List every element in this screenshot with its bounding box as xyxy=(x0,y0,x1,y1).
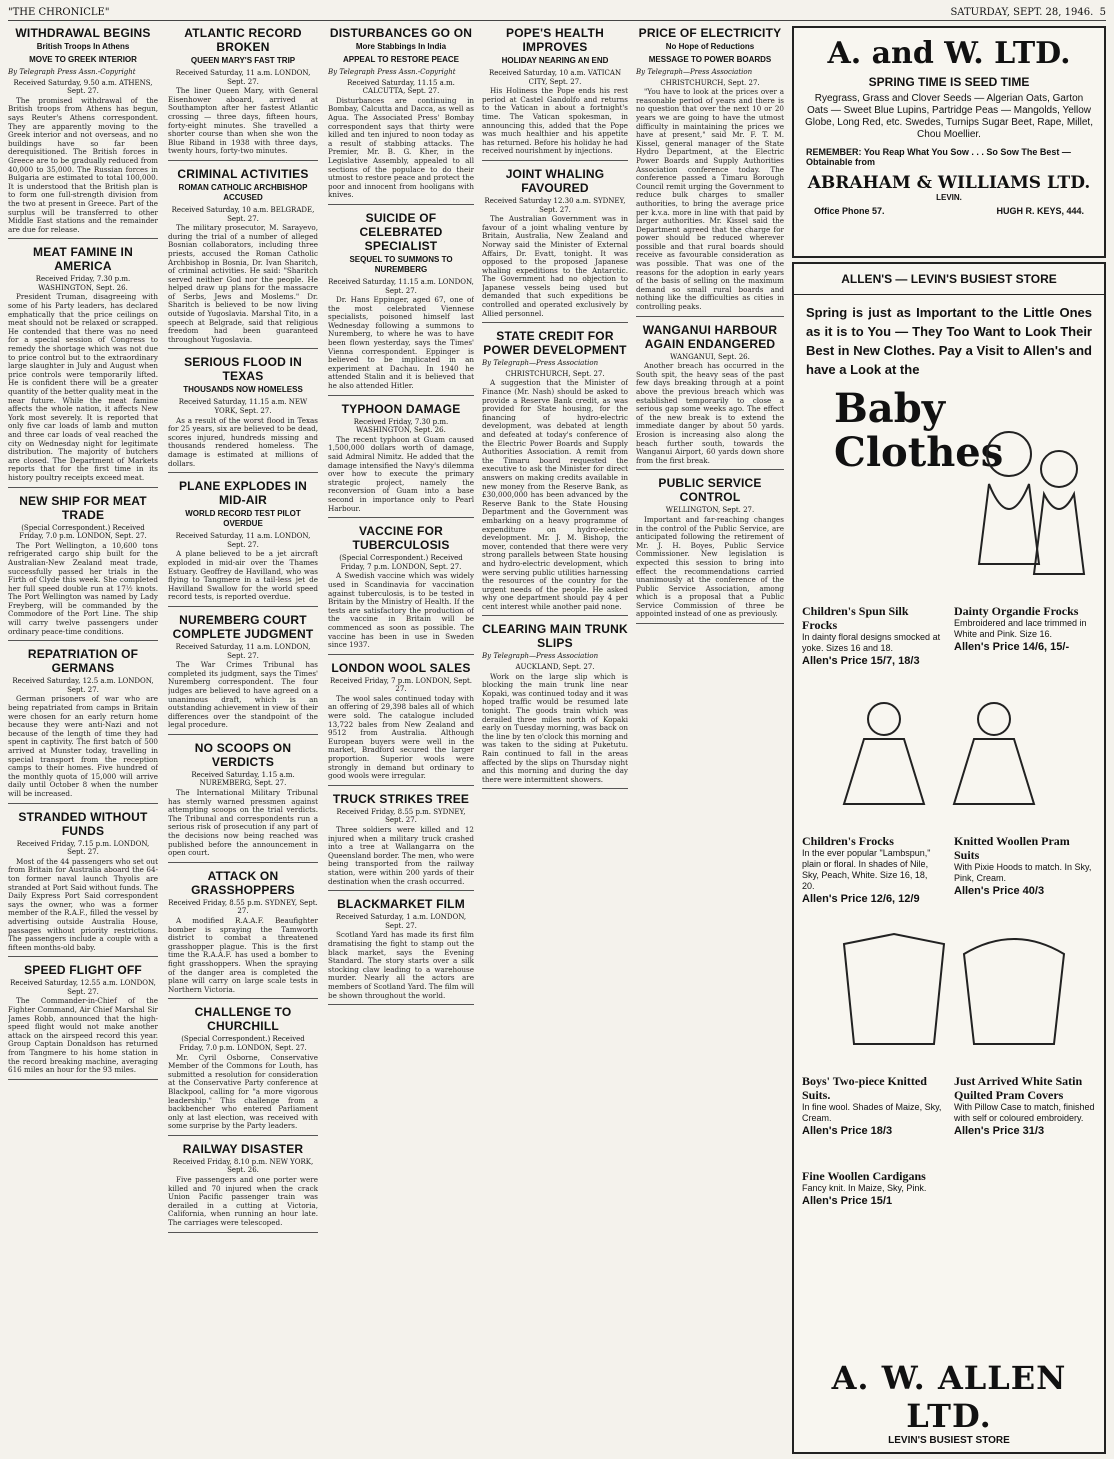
news-article xyxy=(328,211,474,396)
article-kicker: APPEAL TO RESTORE PEACE xyxy=(342,55,460,64)
article-dateline: Received Friday, 8.10 p.m. NEW YORK, Sept. 26. xyxy=(172,1157,314,1175)
masthead xyxy=(8,4,1106,21)
article-kicker: SEQUEL TO SUMMONS TO NUREMBERG xyxy=(349,254,453,274)
news-column-2 xyxy=(168,24,318,1455)
allen-item-boys-suits xyxy=(802,1074,942,1137)
news-article xyxy=(168,167,318,350)
news-article xyxy=(636,323,784,471)
article-dateline: CHRISTCHURCH, Sept. 27. xyxy=(660,78,760,87)
article-dateline: Received Friday, 7.30 p.m. WASHINGTON, Sept. 26. xyxy=(353,417,449,435)
article-body: The International Military Tribunal has sternly warned pressmen against attempting scoops on the trial verdicts. The Tribunal and correspondents run a serious risk of prosecution if any part of the decisions now being reached was published before the announcement in open court. xyxy=(168,788,318,858)
article-body: The Commander-in-Chief of the Fighter Command, Air Chief Marshal Sir James Robb, announced that the high-speed flight would not make another attack on the airspeed record this year. Group Captain Donaldson has returned from Tangmere to his home station in the record breaking machine, averaging 616 miles an hour for the 93 miles. xyxy=(8,996,158,1075)
article-headline: NUREMBERG COURT COMPLETE JUDGMENT xyxy=(172,612,314,641)
ad-contact xyxy=(814,206,1084,216)
article-body: Most of the 44 passengers who set out from Britain for Australia aboard the 64-ton former naval launch Thyolis are stranded at Port Said without funds. The Daily Express Port Said correspondent says the owner, who was a former member of the R.A.F., filled the vessel by advertising outside Australia House, passages without priority restrictions. The passengers include a couple with a fifteen months-old baby. xyxy=(8,856,158,952)
news-column-5 xyxy=(636,24,784,1455)
article-dateline: Received Saturday, 11.15 a.m. LONDON, Sept. 27. xyxy=(328,277,474,295)
article-body: His Holiness the Pope ends his rest period at Castel Gandolfo and returns to the Vatican in about a fortnight's time. The Vatican spokesman, in announcing this, added that the Pope was much healthier and his appetite has returned. Before his holiday he had received nourishment by injections. xyxy=(482,86,628,156)
knitwear-illustration-icon xyxy=(824,924,1074,1054)
ad-company: ABRAHAM & WILLIAMS LTD. xyxy=(807,173,1091,193)
news-article xyxy=(636,476,784,624)
article-body: The Port Wellington, a 10,600 tons refrigerated cargo ship built for the Australian-New Zealand meat trade, successfully passed her trials in the Firth of Clyde this week. She completed her full speed double run at 17½ knots. The Port Wellington was named by Lady Freyberg, will be commanded by the Commodore of the Port Line. The ship will carry twelve passengers under ordinary peace-time conditions. xyxy=(8,540,158,636)
news-article xyxy=(168,1005,318,1136)
allen-intro: Spring is just as Important to the Little Ones as it is to You — They Too Want to Look Their Best in New Clothes. Pay a Visit to Allen's and have a Look at the xyxy=(806,305,1092,377)
item-title: Boys' Two-piece Knitted Suits. xyxy=(802,1074,927,1102)
page-number: 5 xyxy=(1099,6,1106,18)
article-body: Dr. Hans Eppinger, aged 67, one of the most celebrated Viennese specialists, poisoned himself last Wednesday following a summons to Nuremberg, to where he was to have been flown yesterday, says the Times' Vienna correspondent. Eppinger is believed to be implicated in an experiment at Dachau. In 1940 he attended Stalin and it is believed that he also attended Hitler. xyxy=(328,295,474,391)
article-headline: TRUCK STRIKES TREE xyxy=(332,791,470,806)
ad-slogan: REMEMBER: You Reap What You Sow . . . So Sow The Best — Obtainable from xyxy=(806,147,1071,167)
article-body: The promised withdrawal of the British troops from Athens has begun, says Reuter's Athens correspondent. They are apparently moving to the Greek interior and not overseas, and no buildings have so far been derequisitioned. The British forces in Greece are to be gradually reduced from 40,000 to 35,000. The Russian forces in Bulgaria are estimated to total 100,000. It is understood that the British plan is to form one full-strength division from the two at present in Greece. Part of the surplus will be transferred to other Middle East stations and the remainder are due for release. xyxy=(8,95,158,234)
article-body: Important and far-reaching changes in the control of the Public Service, are anticipated following the retirement of Mr. J. H. Boyes, Public Service Commissioner. New legislation is expected this session to bring into effect the recommendations carried unanimously at the conference of the Public Service Association, among which is a proposal that a Public Service Commission of three be appointed instead of one as previously. xyxy=(636,514,784,619)
article-byline: By Telegraph—Press Association xyxy=(636,68,753,76)
article-dateline: Received Saturday, 12.5 a.m. LONDON, Sept. 27. xyxy=(12,677,154,694)
item-price: Allen's Price 15/7, 18/3 xyxy=(802,655,920,667)
allens-store-ad xyxy=(792,262,1106,1454)
allen-header: ALLEN'S — LEVIN'S BUSIEST STORE xyxy=(794,264,1104,295)
article-body: A plane believed to be a jet aircraft exploded in mid-air over the Thames Estuary. Geoffrey de Havilland, who was flying to Tangmere in a tail-less jet de Havilland Swallow for the world speed record tests, is reported overdue. xyxy=(168,549,318,602)
item-price: Allen's Price 40/3 xyxy=(954,885,1045,897)
item-desc: Embroidered and lace trimmed in White and Pink. Size 16. xyxy=(954,618,1087,639)
news-article xyxy=(482,167,628,323)
manager-phone: HUGH R. KEYS, 444. xyxy=(996,206,1084,216)
article-headline: STATE CREDIT FOR POWER DEVELOPMENT xyxy=(483,329,627,358)
news-article xyxy=(482,622,628,789)
article-headline: DISTURBANCES GO ON xyxy=(329,26,473,40)
news-article xyxy=(482,329,628,616)
article-dateline: Received Saturday, 11 a.m. LONDON, Sept. 27. xyxy=(175,532,311,549)
article-body: A Swedish vaccine which was widely used in Scandinavia for vaccination against tuberculosis, is to be tested in Britain by the Ministry of Health. If the tests are satisfactory the production of the vaccine in Britain will be commenced as soon as possible. The vaccine has been in use in Sweden since 1937. xyxy=(328,571,474,650)
allen-item-cardigans xyxy=(802,1169,942,1207)
article-dateline: Received Saturday, 11.15 a.m. CALCUTTA, Sept. 27. xyxy=(347,78,455,96)
news-article xyxy=(168,741,318,863)
article-headline: CHALLENGE TO CHURCHILL xyxy=(194,1005,292,1034)
article-kicker: WORLD RECORD TEST PILOT OVERDUE xyxy=(185,509,301,529)
article-dateline: (Special Correspondent.) Received Friday, 7.0 p.m. LONDON, Sept. 27. xyxy=(179,1035,307,1052)
article-headline: NO SCOOPS ON VERDICTS xyxy=(194,740,292,769)
allen-item-organdie xyxy=(954,604,1096,653)
item-price: Allen's Price 14/6, 15/- xyxy=(954,641,1070,653)
article-body: Mr. Cyril Osborne, Conservative Member of the Commons for Louth, has submitted a resolution for consideration at the Conservative Party conference at Blackpool, calling for "a more vigorous leadership." This challenge from a backbencher who entered Parliament only at last election, was received with some surprise by the Party leaders. xyxy=(168,1052,318,1131)
article-body: Disturbances are continuing in Bombay, Calcutta and Dacca, as well as Agua. The Associated Press' Bombay correspondent says that thirty were killed and ten injured to noon today as a result of stabbing attacks. The Premier, Mr. B. G. Kher, in the Legislative Assembly, appealed to all sections of the populace to do their utmost to restore peace and protect the poor and innocent from hooligans with knives. xyxy=(328,95,474,200)
abraham-williams-ad xyxy=(792,26,1106,258)
item-price: Allen's Price 31/3 xyxy=(954,1125,1045,1137)
item-desc: In dainty floral designs smocked at yoke. Sizes 16 and 18. xyxy=(802,632,941,653)
article-kicker: QUEEN MARY'S FAST TRIP xyxy=(190,56,296,65)
article-headline: MEAT FAMINE IN AMERICA xyxy=(33,245,133,274)
article-dateline: Received Saturday, 1 a.m. LONDON, Sept. 27. xyxy=(335,913,467,930)
paper-name: "THE CHRONICLE" xyxy=(8,6,110,18)
article-headline: SUICIDE OF CELEBRATED SPECIALIST xyxy=(359,210,443,253)
news-article xyxy=(168,613,318,735)
article-body: Work on the large slip which is blocking the main trunk line near Kopaki, was continued today and it was hoped traffic would be resumed late tonight. The goods train which was derailed three miles north of Kopaki early on Tuesday morning, was back on the line by ten o'clock this morning and was taken to the siding at Puketutu. Rain continued to fall in the areas affected by the slips on Thursday night and this morning and during the day there were intermittent showers. xyxy=(482,671,628,784)
allen-item-frocks xyxy=(802,834,942,905)
article-headline: REPATRIATION OF GERMANS xyxy=(27,647,139,676)
article-headline: WITHDRAWAL BEGINS xyxy=(15,26,151,40)
news-column-4 xyxy=(482,24,628,1455)
article-kicker: THOUSANDS NOW HOMELESS xyxy=(183,385,303,395)
article-dateline: Received Saturday, 11 a.m. LONDON, Sept. 27. xyxy=(175,642,311,660)
ad-goods-list: Ryegrass, Grass and Clover Seeds — Algerian Oats, Garton Oats — Sweet Blue Lupins, Partridge Peas — Mangolds, Yellow Globe, Long Red, etc. Swedes, Turnips Sugar Beet, Rape, Millet, Chou Moellier. xyxy=(805,93,1093,140)
article-body: The liner Queen Mary, with General Eisenhower aboard, arrived at Southampton after her fastest Atlantic crossing — three days, fifteen hours, forty-eight minutes. She travelled a shorter course than when she won the Blue Riband in 1938 with three days, twenty hours, forty-two minutes. xyxy=(168,86,318,156)
news-article xyxy=(8,810,158,958)
article-kicker: ROMAN CATHOLIC ARCHBISHOP ACCUSED xyxy=(178,182,308,202)
ad-headline: SPRING TIME IS SEED TIME xyxy=(868,75,1030,89)
news-article xyxy=(328,897,474,1005)
article-kicker: HOLIDAY NEARING AN END xyxy=(501,56,609,65)
item-title: Just Arrived White Satin Quilted Pram Covers xyxy=(954,1074,1083,1102)
item-title: Fine Woollen Cardigans xyxy=(802,1169,926,1183)
article-headline: SERIOUS FLOOD IN TEXAS xyxy=(184,355,302,384)
article-dateline: Received Saturday, 9.50 a.m. ATHENS, Sept. 27. xyxy=(13,78,153,96)
ad-brand: A. and W. LTD. xyxy=(827,36,1071,71)
item-desc: With Pixie Hoods to match. In Sky, Pink, Cream. xyxy=(954,862,1092,883)
article-dateline: Received Friday, 7 p.m. LONDON, Sept. 27. xyxy=(329,676,472,694)
article-headline: RAILWAY DISASTER xyxy=(182,1141,304,1156)
article-headline: ATTACK ON GRASSHOPPERS xyxy=(191,868,295,897)
news-article xyxy=(168,479,318,607)
article-dateline: (Special Correspondent.) Received Friday, 7 p.m. LONDON, Sept. 27. xyxy=(339,554,463,571)
article-subheadline: More Stabbings In India xyxy=(355,42,447,51)
article-subheadline: No Hope of Reductions xyxy=(665,42,755,51)
article-body: Another breach has occurred in the South spit, the heavy seas of the past few days breaking through at a point above the previous breach which was established temporarily to close a serious gap some weeks ago. The effect of the new break is to extend the immediate danger by about 50 yards. Erosion is increasing also along the beach further south, towards the Wanganui Airport, 60 yards down shore from the first break. xyxy=(636,361,784,465)
news-article xyxy=(168,869,318,1000)
article-byline: By Telegraph Press Assn.-Copyright xyxy=(328,68,456,76)
article-headline: STRANDED WITHOUT FUNDS xyxy=(18,809,148,838)
article-headline: WANGANUI HARBOUR AGAIN ENDANGERED xyxy=(642,322,778,351)
article-headline: PRICE OF ELECTRICITY xyxy=(638,26,782,40)
allen-footer-tagline: LEVIN'S BUSIEST STORE xyxy=(888,1435,1010,1446)
item-desc: In the ever popular "Lambspun," plain or floral. In shades of Nile, Sky, Peach, White. Size 16, 18, 20. xyxy=(802,848,931,891)
item-desc: In fine wool. Shades of Maize, Sky, Cream. xyxy=(802,1102,942,1123)
article-dateline: Received Friday, 8.55 p.m. SYDNEY, Sept. 27. xyxy=(336,807,466,825)
item-price: Allen's Price 15/1 xyxy=(802,1195,893,1207)
news-article xyxy=(8,963,158,1080)
news-article xyxy=(636,26,784,317)
issue-date xyxy=(950,7,1106,18)
article-headline: PLANE EXPLODES IN MID-AIR xyxy=(178,479,308,508)
news-article xyxy=(482,26,628,161)
article-body: Three soldiers were killed and 12 injured when a military truck crashed into a tree at Wallangarra on the Queensland border. The men, who were being transported from the railway station, were within 200 yards of their destination when the crash occurred. xyxy=(328,825,474,886)
article-headline: SPEED FLIGHT OFF xyxy=(24,963,142,978)
article-body: Five passengers and one porter were killed and 70 injured when the crack Union Pacific passenger train was derailed in a cutting at Victoria, California, when running an hour late. The carriages were telescoped. xyxy=(168,1175,318,1228)
article-body: President Truman, disagreeing with some of his Party leaders, has declared emphatically that the price ceilings on meat should not be relaxed or scrapped. He contended that there was no need for a special session of Congress to remedy the shortage which was not due to price control but to the extraordinary large slaughter in July and August when price controls were temporarily lifted. He is confident there will be a greater quantity of the better quality meat in the near future. While the meat famine affects the whole nation, it affects New York most severely. It is reported that only five car loads of lamb and mutton and three car loads of veal reached the city on Wednesday night for legitimate distribution. The majority of butchers are closed. The Department of Markets reports that for the first time in its history poultry receipts exceed meat. xyxy=(8,292,158,482)
article-body: The Australian Government was in favour of a joint whaling venture by Britain, Australia, New Zealand and Norway said the Minister of External Affairs, Dr. Evatt, tonight. It was opposed to the proposed Japanese whaling expeditions to the Antarctic. The Government had no objection to Japanese vessels being used but demanded that such expeditions be controlled and operated exclusively by Allied personnel. xyxy=(482,214,628,318)
article-dateline: Received Saturday, 11 a.m. LONDON, Sept. 27. xyxy=(175,69,311,86)
article-body: "You have to look at the prices over a reasonable period of years and there is no question that over the next 10 or 20 years we are going to have the utmost difficulty in maintaining the prices we have at present," said Mr. F. T. M. Kissel, general manager of the State Hydro Department, at the Electric Power Boards and Supply Authorities Association conference today. The conference passed a Timaru Borough Council remit urging the Government to reduce bulk charges to smaller authorities, to bring the average price per k.v.a. more in line with that paid by larger authorities. Mr. Kissel said the Department agreed that the charge for power should be reduced wherever possible and that rural boards should receive as favourable consideration as was possible. That was one of the reasons for the adoption in early years of the basis of selling on the maximum demand so small rural boards and nothing like the difficulties as cities in controlling peaks. xyxy=(636,87,784,312)
news-article xyxy=(328,402,474,519)
article-dateline: AUCKLAND, Sept. 27. xyxy=(515,663,595,672)
allen-item-pram-suits xyxy=(954,834,1096,897)
article-dateline: Received Saturday, 12.55 a.m. LONDON, Sept. 27. xyxy=(10,979,156,996)
item-title: Knitted Woollen Pram Suits xyxy=(954,834,1070,862)
news-article xyxy=(328,524,474,655)
article-body: A modified R.A.A.F. Beaufighter bomber is spraying the Tamworth district to combat a threatened grasshopper plague. This is the first time the R.A.A.F. has used a bomber to fight grasshoppers. When the spraying of the danger area is completed the plane will carry on large scale tests in Northern Victoria. xyxy=(168,916,318,994)
article-headline: PUBLIC SERVICE CONTROL xyxy=(658,476,762,505)
article-headline: CLEARING MAIN TRUNK SLIPS xyxy=(482,622,628,651)
article-body: As a result of the worst flood in Texas for 25 years, six are believed to be dead, scores injured, hundreds missing and thousands rendered homeless. The damage is estimated at millions of dollars. xyxy=(168,415,318,468)
article-dateline: Received Friday, 8.55 p.m. SYDNEY, Sept. 27. xyxy=(168,898,318,916)
allen-footer-name: A. W. ALLEN LTD. xyxy=(831,1359,1067,1435)
ad-town: LEVIN. xyxy=(936,193,962,202)
article-body: The wool sales continued today with an offering of 29,398 bales all of which were sold. The catalogue included 13,722 bales from New Zealand and 9512 from Australia. Although European buyers were well in the market, Bradford secured the larger proportion. Superior wools were strongly in demand but ordinary to good wools were irregular. xyxy=(328,693,474,781)
article-headline: JOINT WHALING FAVOURED xyxy=(505,166,605,195)
article-kicker: MOVE TO GREEK INTERIOR xyxy=(29,55,137,64)
news-column-1 xyxy=(8,24,158,1455)
news-article xyxy=(328,792,474,891)
article-dateline: (Special Correspondent.) Received Friday, 7.0 p.m. LONDON, Sept. 27. xyxy=(19,523,147,541)
article-body: The military prosecutor, M. Sarayevo, during the trial of a number of alleged Bosnian collaborators, including three priests, accused the Roman Catholic Archbishop in Bosnia, Dr. Ivan Sharitch, of criminal activities. He said: "Sharitch served neither God nor the people. He helped draw up plans for the massacre of Serbs, Jews and Moslems." Dr. Sharitch is believed to be now living outside of Yugoslavia. Marshal Tito, in a speech at Belgrade, said that religious freedom had been guaranteed throughout Yugoslavia. xyxy=(168,223,318,344)
item-price: Allen's Price 12/6, 12/9 xyxy=(802,893,920,905)
article-headline: CRIMINAL ACTIVITIES xyxy=(177,166,309,181)
article-headline: TYPHOON DAMAGE xyxy=(341,401,461,416)
article-kicker: MESSAGE TO POWER BOARDS xyxy=(648,55,772,64)
article-headline: VACCINE FOR TUBERCULOSIS xyxy=(352,524,450,553)
article-body: Scotland Yard has made its first film dramatising the fight to stamp out the black market, says the Evening Standard. The story starts over a silk stocking claw leading to a warehouse murder. Nearly all the actors are members of Scotland Yard. The film will be shown throughout the world. xyxy=(328,930,474,1000)
frocks-illustration-icon xyxy=(834,694,1064,814)
article-body: A suggestion that the Minister of Finance (Mr. Nash) should be asked to provide a Reserve Bank credit, as was provided for State housing, for the financing of hydro-electric development, was debated at length and defeated at today's conference of the Electric Power Boards and Supply Authorities Association. A remit from the Timaru board requested the executive to ask the Minister for direct answers on making credits available in new money from the Reserve Bank, as £30,000,000 has been advanced by the Reserve Bank to the State Housing Department and the Government was embarking on a heavy programme of expenditure on hydro-electric development. Mr. J. M. Bishop, the mover, contended that there were very strong parallels between State housing and hydro-electric development, which were serving public utilities harnessing the resources of the country for the urgent needs of the people. He asked why one department should pay 4 per cent interest while another paid none. xyxy=(482,378,628,611)
article-dateline: Received Friday, 7.30 p.m. WASHINGTON, Sept. 26. xyxy=(35,275,131,292)
article-dateline: Received Saturday, 11.15 a.m. NEW YORK, Sept. 27. xyxy=(178,398,308,416)
article-dateline: WANGANUI, Sept. 26. xyxy=(670,352,750,361)
news-column-3 xyxy=(328,24,474,1455)
article-body: The recent typhoon at Guam caused 1,500,000 dollars worth of damage, said Admiral Nimitz. He added that the damage intensified the Navy's dilemma over how to execute the primary strategic project, namely the reconversion of Guam into a base second in importance only to Pearl Harbour. xyxy=(328,434,474,513)
article-body: German prisoners of war who are being repatriated from camps in Britain were chosen for an early return home because they were anti-Nazi and not because of the length of time they had spent in captivity. The first batch of 500 arrived at Munster today, travelling in special transport from the reception camps to their homes. Five hundred of the monthly quota of 15,000 will arrive daily until October 8 when the number will be increased. xyxy=(8,694,158,798)
news-article xyxy=(8,647,158,803)
item-title: Children's Spun Silk Frocks xyxy=(802,604,909,632)
item-desc: Fancy knit. In Maize, Sky, Pink. xyxy=(802,1183,927,1193)
news-article xyxy=(8,494,158,642)
date-text: SATURDAY, SEPT. 28, 1946. xyxy=(950,6,1094,18)
allen-footer xyxy=(794,1359,1104,1446)
news-article xyxy=(8,245,158,487)
article-body: The War Crimes Tribunal has completed its judgment, says the Times' Nuremberg correspondent. The four judges are believed to have agreed on a unanimous draft, which is an outstanding achievement in view of their differences over the standpoint of the legal procedure. xyxy=(168,660,318,730)
news-article xyxy=(328,661,474,786)
allen-item-spun-silk xyxy=(802,604,942,667)
article-dateline: CHRISTCHURCH, Sept. 27. xyxy=(505,369,605,378)
item-title: Children's Frocks xyxy=(802,834,894,848)
item-price: Allen's Price 18/3 xyxy=(802,1125,893,1137)
article-headline: ATLANTIC RECORD BROKEN xyxy=(184,26,302,54)
item-desc: With Pillow Case to match, finished with self or coloured embroidery. xyxy=(954,1102,1095,1123)
news-article xyxy=(168,1142,318,1233)
article-dateline: Received Saturday, 1.15 a.m. NUREMBERG, Sept. 27. xyxy=(191,770,295,788)
article-dateline: Received Friday, 7.15 p.m. LONDON, Sept. 27. xyxy=(16,839,150,857)
article-byline: By Telegraph—Press Association xyxy=(482,652,599,661)
office-phone: Office Phone 57. xyxy=(814,206,885,216)
news-article xyxy=(168,355,318,473)
article-dateline: Received Saturday, 10 a.m. BELGRADE, Sept. 27. xyxy=(171,205,315,223)
article-dateline: WELLINGTON, Sept. 27. xyxy=(665,506,755,515)
article-dateline: Received Saturday 12.30 a.m. SYDNEY, Sept. 27. xyxy=(484,196,626,214)
article-byline: By Telegraph—Press Association xyxy=(482,359,599,368)
article-subheadline: British Troops In Athens xyxy=(36,42,130,51)
article-byline: By Telegraph Press Assn.-Copyright xyxy=(8,68,136,76)
item-title: Dainty Organdie Frocks xyxy=(954,604,1079,618)
article-headline: LONDON WOOL SALES xyxy=(331,660,471,675)
allen-feature: Baby Clothes xyxy=(834,385,1004,476)
article-dateline: Received Saturday, 10 a.m. VATICAN CITY, Sept. 27. xyxy=(488,69,622,86)
article-headline: POPE'S HEALTH IMPROVES xyxy=(506,26,604,54)
article-headline: NEW SHIP FOR MEAT TRADE xyxy=(19,493,147,522)
children-illustration-icon xyxy=(974,414,1094,594)
article-headline: BLACKMARKET FILM xyxy=(337,897,465,912)
news-article xyxy=(168,26,318,161)
news-article xyxy=(328,26,474,205)
news-article xyxy=(8,26,158,239)
allen-item-pram-covers xyxy=(954,1074,1096,1137)
